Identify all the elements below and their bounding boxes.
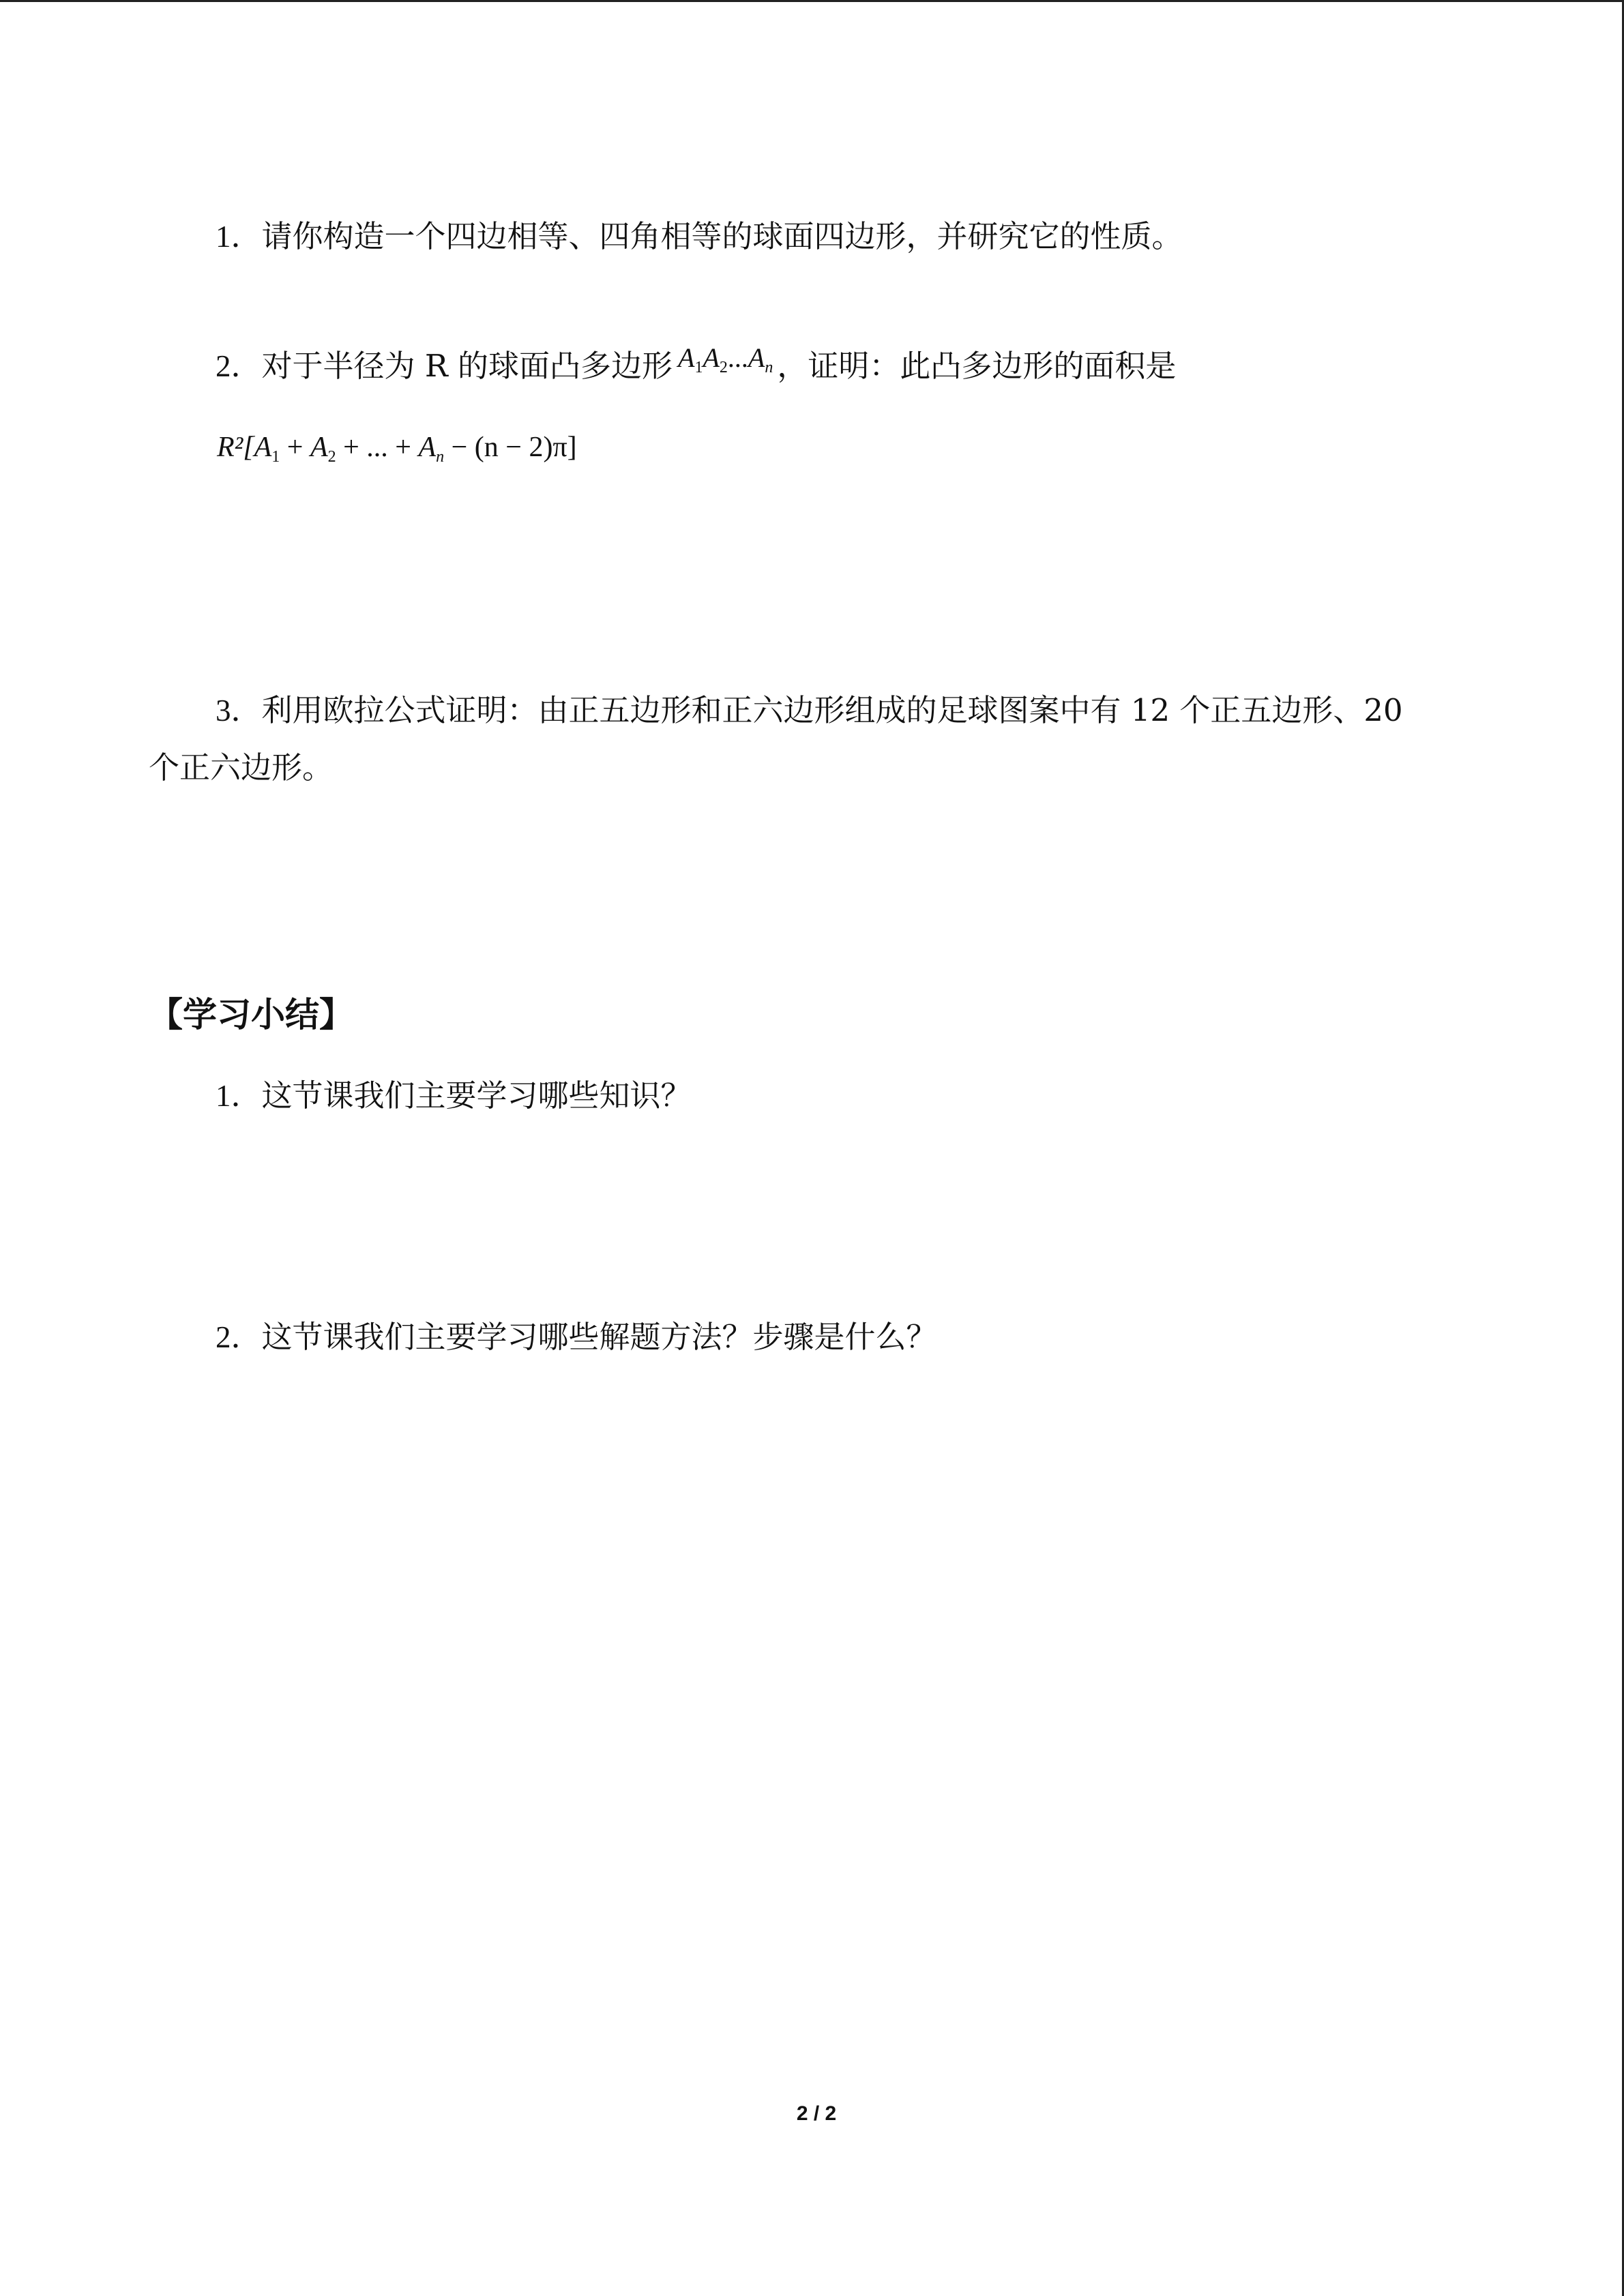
formula-plus-1: + <box>280 432 310 463</box>
summary-question-2-text: 这节课我们主要学习哪些解题方法？步骤是什么？ <box>261 1319 937 1355</box>
area-formula-prefix: R²[ <box>217 432 254 463</box>
summary-question-2 <box>216 1313 937 1362</box>
formula-plus-2: + <box>336 432 367 463</box>
polygon-subscript-2: 2 <box>719 359 728 376</box>
formula-subscript-2: 2 <box>327 448 336 466</box>
exercise-2-separator: ． <box>231 348 262 384</box>
formula-subscript-n: n <box>436 448 445 466</box>
exercise-2-number: 2 <box>216 349 231 383</box>
summary-heading: 【学习小结】 <box>149 995 353 1034</box>
exercise-1 <box>216 212 1183 261</box>
exercise-3-separator: ． <box>231 692 262 728</box>
summary-question-2-separator: ． <box>231 1319 262 1355</box>
polygon-subscript-1: 1 <box>694 359 703 376</box>
formula-subscript-1: 1 <box>271 448 280 466</box>
summary-question-1-number: 1 <box>216 1079 231 1113</box>
area-formula <box>217 423 577 481</box>
page-number: 2 / 2 <box>796 2102 837 2125</box>
polygon-ellipsis: ... <box>727 342 748 373</box>
exercise-3-text-line-1: 利用欧拉公式证明：由正五边形和正六边形组成的足球图案中有 12 个正五边形、20 <box>261 692 1403 728</box>
summary-question-1 <box>216 1071 692 1120</box>
polygon-subscript-n: n <box>765 359 773 376</box>
formula-vertex-a-1: A <box>254 432 272 463</box>
polygon-notation <box>678 333 773 392</box>
polygon-vertex-a-1: A <box>678 342 695 373</box>
exercise-2-intro-text: 对于半径为 R 的球面凸多边形 <box>261 348 673 384</box>
formula-vertex-a-2: A <box>310 432 328 463</box>
exercise-3-text-line-2: 个正六边形。 <box>149 749 334 786</box>
exercise-1-text: 请你构造一个四边相等、四角相等的球面四边形，并研究它的性质。 <box>261 218 1183 254</box>
exercise-2 <box>216 342 1176 402</box>
exercise-1-number: 1 <box>216 220 231 254</box>
exercise-3-line-2 <box>149 743 333 792</box>
formula-vertex-a-n: A <box>418 432 437 463</box>
exercise-3-line-1 <box>216 686 1403 735</box>
summary-question-1-text: 这节课我们主要学习哪些知识？ <box>261 1077 692 1114</box>
exercise-1-separator: ． <box>231 218 262 254</box>
exercise-3-number: 3 <box>216 694 231 728</box>
summary-question-1-separator: ． <box>231 1077 262 1114</box>
formula-tail: − (n − 2)π] <box>444 432 577 463</box>
polygon-vertex-a-n: A <box>748 342 765 373</box>
polygon-vertex-a-2: A <box>703 342 720 373</box>
formula-ellipsis: ... <box>366 432 388 463</box>
formula-plus-3: + <box>387 432 419 463</box>
exercise-2-proof-text: ，证明：此凸多边形的面积是 <box>777 348 1177 384</box>
summary-question-2-number: 2 <box>216 1320 231 1354</box>
